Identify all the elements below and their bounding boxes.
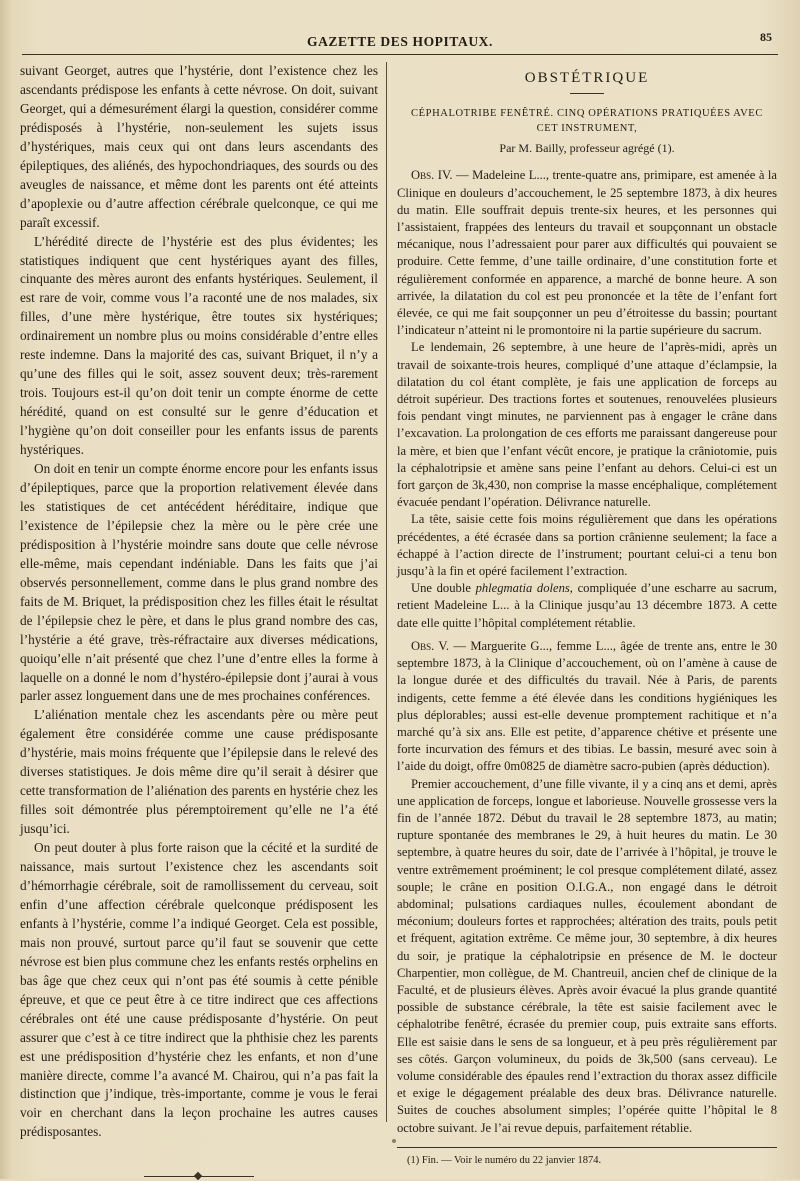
observation-5-label: Obs. V. xyxy=(411,638,450,653)
right-paragraph-3: La tête, saisie cette fois moins régulièrement que dans les opérations précédentes, a été écrasée dans sa portion crânienne seulement; la face a échappé à l’action directe de l’instrument; pourtant celui-ci a tenu bon jusqu’à la fin et opéré facilement l’extraction. xyxy=(397,512,777,579)
right-paragraph-4 xyxy=(397,580,777,632)
observation-4 xyxy=(397,167,777,339)
left-paragraph-3: On doit en tenir un compte énorme encore pour les enfants issus d’épileptiques, parce que la proportion relativement élevée dans les statistiques de cet antécédent héréditaire, indique que l’existence de l’épilepsie chez la mère ou le père crée une prédisposition à l’hystérie moindre sans doute que celle névrose elle-même, mais cependant indéniable. Dans les faits que j’ai observés personnellement, comme dans le plus grand nombre des faits de M. Briquet, la prédisposition chez les filles était le résultat de l’épilepsie chez le père, et dans le plus grand nombre des cas, l’hystérie a été grave, très-réfractaire aux diverses médications, quoiqu’elle n’ait présenté que chez l’une d’entre elles la forme à laquelle on a donné le nom d’hystéro-épilepsie dont j’aurai à vous parler assez longuement dans une de mes prochaines conférences. xyxy=(20,461,378,704)
observation-4-text: — Madeleine L..., trente-quatre ans, primipare, est amenée à la Clinique en douleurs d’accouchement, le 25 septembre 1873, à dix heures du matin. Elle souffrait depuis trente-six heures, et les personnes qui l’assistaient, frappées des lenteurs du travail et soupçonnant un obstacle mécanique, nous l’adressaient pour parer aux difficultés qui pouvaient se produire. Cette femme, d’une taille ordinaire, d’une constitution forte et régulièrement conformée en apparence, a marché de bonne heure. A son arrivée, la dilatation du col est peu prononcée et la tête de l’enfant fort élevée, ce qui me fait soupçonner un peu d’étroitesse du bassin; pourtant l’indicateur n’atteint ni le promontoire ni la partie supérieure du sacrum. xyxy=(397,168,777,338)
left-paragraph-5: On peut douter à plus forte raison que la cécité et la surdité de naissance, mais surtout l’existence chez les ascendants soit d’hémorrhagie cérébrale, soit de ramollissement du cerveau, soit enfin d’une affection cérébrale quelconque prédisposent les enfants à l’hystérie, comme l’a indiqué Georget. Cela est possible, mais non prouvé, surtout parce qu’il faut se souvenir que cette névrose est bien plus commune chez les enfants restés orphelins en bas âge que chez ceux qui n’ont pas été soumis à cette pénible épreuve, et que ce peut être à ce titre indirect que ces affections cérébrales ont été une cause prédisposante d’hystérie. On peut assurer que c’est à ce titre indirect que la phthisie chez les parents est une prédisposition d’hystérie chez les enfants, et non d’une manière directe, comme l’a avancé M. Chairou, qui n’a pas fait la distinction que j’indique, très-importante, comme je vous le ferai voir en cherchant dans la leçon prochaine les autres causes prédisposantes. xyxy=(20,840,378,1140)
observation-5-text: — Marguerite G..., femme L..., âgée de trente ans, entre le 30 septembre 1873, à la Clinique d’accouchement, où on l’amène à cause de la longue durée et des difficultés du travail. Née à Paris, de parents indigents, cette femme a été élevée dans les conditions hygiéniques les plus déplorables; aussi est-elle devenue promptement rachitique et n’a marché qu’à six ans. Elle est petite, d’apparence chétive et présente une forte incurvation des fémurs et des tibias. Le bassin, mesuré avec soin à l’aide du doigt, offre 0m0825 de diamètre sacro-pubien (après déduction). xyxy=(397,638,777,774)
end-ornament xyxy=(144,1172,254,1180)
right-paragraph-4-end: , compliquée d’une escharre au sacrum, retient Madeleine L... à la Clinique jusqu’au 13 décembre 1873. A cette date elle quitte l’hôpital complétement rétablie. xyxy=(397,581,777,630)
page-number: 85 xyxy=(760,30,772,44)
left-paragraph-1: suivant Georget, autres que l’hystérie, dont l’existence chez les ascendants prédispose les enfants à cette névrose. On doit, suivant Georget, qui a démesurément élargi la question, considérer comme prédisposés à l’hystérie, non-seulement les sujets issus d’hystériques, mais ceux qui ont dans leurs ascendants des épileptiques, des aliénés, des hypochondriaques, des sourds ou des aveugles de naissance, et même dont les parents ont été atteints d’apoplexie ou d’autre affection cérébrale quelconque, ce qui me paraît excessif. xyxy=(20,63,378,230)
title-rule xyxy=(570,93,604,94)
left-paragraph-2: L’hérédité directe de l’hystérie est des plus évidentes; les statistiques indiquent que cent hystériques ayant des filles, cinquante des mères auront des enfants hystériques. Seulement, il est rare de voir, comme vous l’a raconté une de nos malades, six filles, d’une mère hystérique, être toutes six hystériques; ordinairement un nombre plus ou moins considérable d’entre elles reste indemne. Dans la majorité des cas, suivant Briquet, il n’y a qu’une des filles qui le soit, assez souvent deux; très-rarement trois. Toujours est-il qu’on doit tenir un compte énorme de cette hérédité, quand on est consulté sur le genre d’éducation et l’hygiène qu’on doit conseiller pour les enfants issus de parents hystériques. xyxy=(20,233,378,458)
observation-5 xyxy=(397,638,777,776)
article-title-line-1: CÉPHALOTRIBE FENÊTRÉ. CINQ OPÉRATIONS PRATIQUÉES AVEC xyxy=(411,108,763,120)
byline: Par M. Bailly, professeur agrégé (1). xyxy=(499,141,675,156)
observation-4-label: Obs. IV. xyxy=(411,168,453,183)
article-title-line-2: CET INSTRUMENT, xyxy=(536,123,638,135)
right-paragraph-2: Le lendemain, 26 septembre, à une heure de l’après-midi, après un travail de soixante-trois heures, compliqué d’une attaque d’éclampsie, la dilatation du col étant complète, je fais une application de forceps au détroit supérieur. Des tractions fortes et soutenues, renouvelées plusieurs fois pendant vingt minutes, ne parviennent pas à engager le crâne dans l’excavation. La prolongation de ces efforts me paraissant dangereuse pour la mère, et bien que l’enfant vécût encore, je pratique la crâniotomie, puis la céphalotripsie et amène sans peine l’enfant au dehors. Celui-ci est un fort garçon de 3k,430, non comprise la masse encéphalique, complétement évacuée pendant l’opération. Délivrance naturelle. xyxy=(397,340,777,510)
page-header xyxy=(22,26,778,56)
right-paragraph-4-start: Une double xyxy=(411,581,476,596)
right-paragraph-6: Premier accouchement, d’une fille vivante, il y a cinq ans et demi, après une application de forceps, longue et laborieuse. Nouvelle grossesse vers la fin de l’année 1872. Début du travail le 28 septembre 1873, au matin; rupture spontanée des membranes le 29, à huit heures du matin. Le 30 septembre, à quatre heures du soir, date de l’arrivée à l’hôpital, je trouve le ventre extrêmement proéminent; le col presque complétement dilaté, assez souple; le crâne en position O.I.G.A., non engagé dans le détroit abdominal; pulsations cardiaques nulles, écoulement abondant de méconium; douleurs fortes et rapprochées; altération des traits, pouls petit et fréquent, agitation extrême. Ce même jour, 30 septembre, à dix heures du soir, je pratique la céphalotripsie en présence de M. le docteur Charpentier, mon collègue, de M. Chantreuil, ancien chef de clinique de la Faculté, et de plusieurs élèves. Après avoir évacué la plus grande quantité possible de substance cérébrale, la tête est saisie facilement avec le céphalotribe fenêtré, écrasée du premier coup, puis extraite sans efforts. Elle est saisie dans le sens de sa longueur, et à peu près régulièrement par ses côtés. Garçon volumineux, du poids de 3k,500 (sans cerveau). Le volume considérable des épaules rend l’extraction du thorax assez difficile et exige le dégagement préalable des deux bras. Délivrance naturelle. Suites de couches absolument simples; l’opérée quitte l’hôpital le 8 octobre suivant. Je l’ai revue depuis, parfaitement rétablie. xyxy=(397,776,777,1135)
section-title: OBSTÉTRIQUE xyxy=(524,70,650,86)
binding-hole-mark xyxy=(392,1139,396,1143)
article-title xyxy=(397,106,777,136)
phlegmatia-term: phlegmatia dolens xyxy=(475,581,570,596)
header-rule xyxy=(22,54,778,55)
journal-title: GAZETTE DES HOPITAUX. xyxy=(306,34,493,49)
footnote-rule xyxy=(397,1147,777,1148)
right-column xyxy=(397,62,777,1168)
column-divider xyxy=(386,62,387,1122)
left-column xyxy=(20,62,378,1180)
left-paragraph-4: L’aliénation mentale chez les ascendants père ou mère peut également être considérée comme une cause prédisposante d’hystérie, mais moins fréquente que l’épilepsie dans le relevé des diverses statistiques. Je dois même dire qu’il serait à désirer que cette transformation de l’aliénation des parents en hystérie chez les filles soit démontrée plus péremptoirement qu’elle ne l’a été jusqu’ici. xyxy=(20,707,378,837)
footnote: (1) Fin. — Voir le numéro du 22 janvier 1874. xyxy=(407,1154,602,1166)
